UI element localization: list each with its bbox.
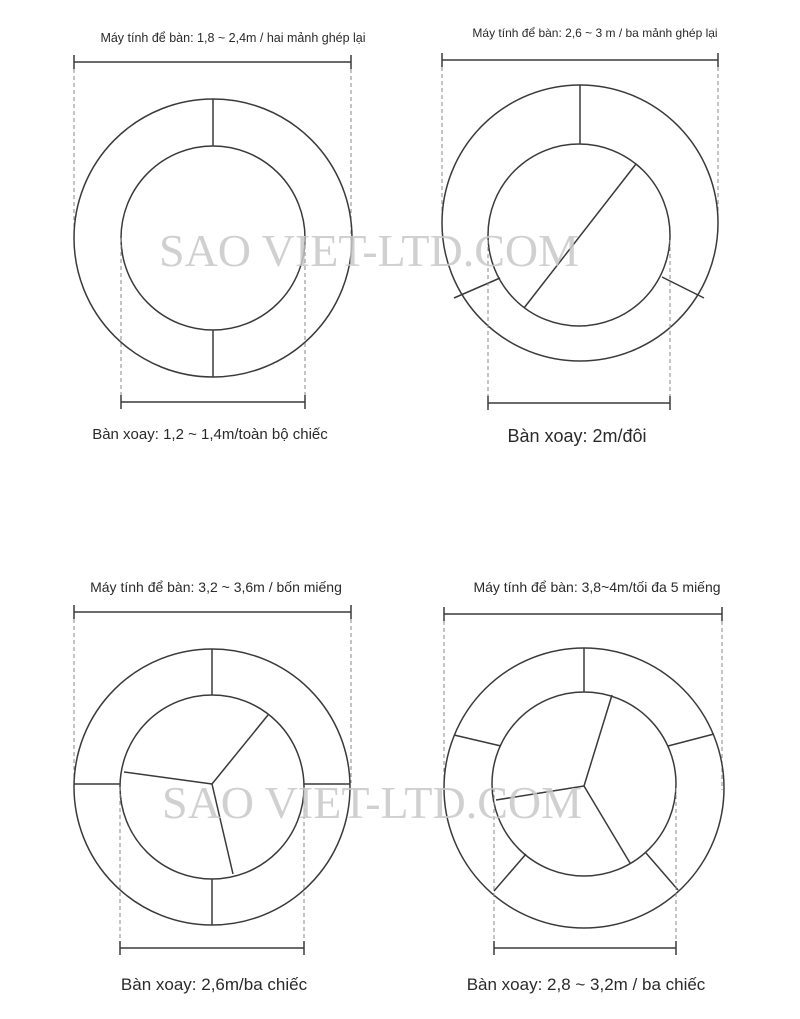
inner-divider <box>212 715 268 784</box>
ring-seam <box>454 278 500 298</box>
panel-3-top-label: Máy tính để bàn: 3,2 ~ 3,6m / bốn miếng <box>90 579 342 595</box>
panel-1-bottom-label: Bàn xoay: 1,2 ~ 1,4m/toàn bộ chiếc <box>92 426 328 443</box>
watermark-bottom: SAO VIET-LTD.COM <box>161 777 583 828</box>
panel-4-top-label: Máy tính để bàn: 3,8~4m/tối đa 5 miếng <box>473 579 721 595</box>
panel-2-top-label: Máy tính để bàn: 2,6 ~ 3 m / ba mảnh ghép lại <box>472 26 718 40</box>
ring-seam <box>454 735 501 746</box>
ring-seam <box>646 853 678 890</box>
ring-seam <box>494 854 526 891</box>
panel-4-bottom-label: Bàn xoay: 2,8 ~ 3,2m / ba chiếc <box>466 975 706 994</box>
ring-seam <box>662 277 704 298</box>
panel-2-bottom-label: Bàn xoay: 2m/đôi <box>507 426 647 446</box>
inner-divider <box>584 786 630 863</box>
panel-1-top-label: Máy tính để bàn: 1,8 ~ 2,4m / hai mảnh ghép lại <box>100 31 366 45</box>
ring-seam <box>668 734 714 746</box>
inner-divider <box>584 695 612 786</box>
watermark-top: SAO VIET-LTD.COM <box>158 225 580 276</box>
panel-3-bottom-label: Bàn xoay: 2,6m/ba chiếc <box>120 975 308 994</box>
